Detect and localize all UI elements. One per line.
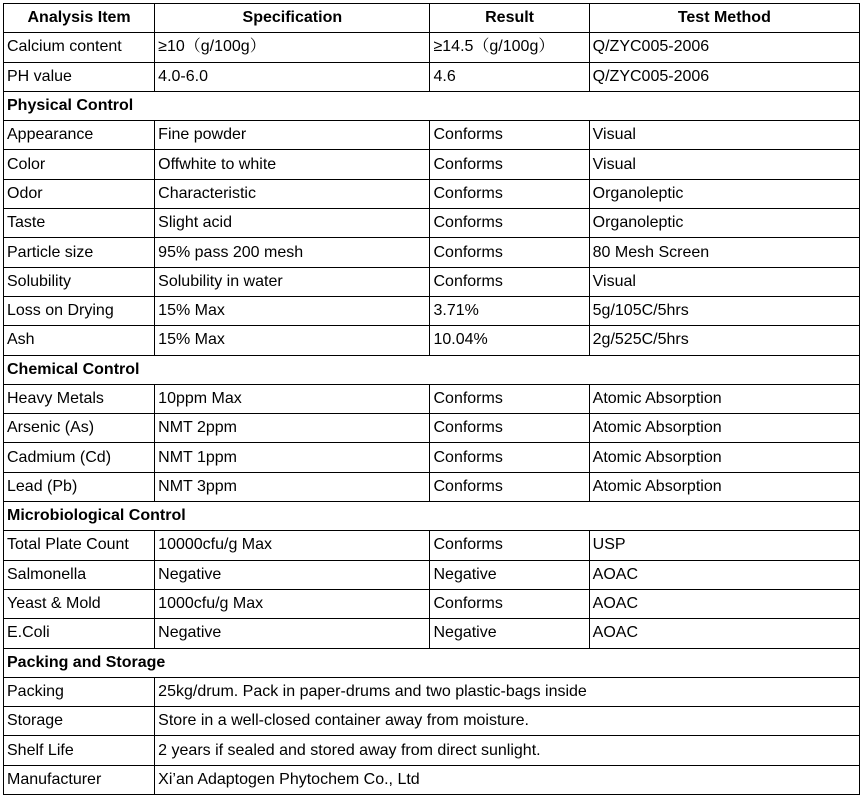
header-result: Result <box>430 4 589 33</box>
cell-result: ≥14.5（g/100g） <box>430 33 589 62</box>
cell-item: Storage <box>4 707 155 736</box>
cell-item: Yeast & Mold <box>4 589 155 618</box>
cell-result: Conforms <box>430 179 589 208</box>
table-row <box>4 267 860 296</box>
table-row <box>4 443 860 472</box>
cell-spec: NMT 1ppm <box>155 443 430 472</box>
cell-item: Solubility <box>4 267 155 296</box>
cell-result: Conforms <box>430 414 589 443</box>
table-row <box>4 33 860 62</box>
cell-spec: 95% pass 200 mesh <box>155 238 430 267</box>
cell-method: Atomic Absorption <box>589 384 859 413</box>
table-row <box>4 209 860 238</box>
table-row <box>4 472 860 501</box>
cell-item: Appearance <box>4 121 155 150</box>
cell-spec: Characteristic <box>155 179 430 208</box>
cell-result: Conforms <box>430 443 589 472</box>
cell-result: 10.04% <box>430 326 589 355</box>
cell-item: Taste <box>4 209 155 238</box>
cell-item: Packing <box>4 677 155 706</box>
cell-method: USP <box>589 531 859 560</box>
cell-item: Cadmium (Cd) <box>4 443 155 472</box>
cell-spec: 1000cfu/g Max <box>155 589 430 618</box>
cell-result: Negative <box>430 619 589 648</box>
cell-spec: 15% Max <box>155 326 430 355</box>
cell-value: Xi’an Adaptogen Phytochem Co., Ltd <box>155 765 860 794</box>
table-row <box>4 296 860 325</box>
cell-value: 25kg/drum. Pack in paper-drums and two plastic-bags inside <box>155 677 860 706</box>
table-row <box>4 619 860 648</box>
cell-result: Conforms <box>430 238 589 267</box>
cell-spec: Offwhite to white <box>155 150 430 179</box>
section-row-microbiological <box>4 502 860 531</box>
cell-item: Manufacturer <box>4 765 155 794</box>
section-title-chemical: Chemical Control <box>4 355 860 384</box>
cell-result: 3.71% <box>430 296 589 325</box>
cell-method: Visual <box>589 121 859 150</box>
table-row <box>4 384 860 413</box>
cell-spec: NMT 3ppm <box>155 472 430 501</box>
cell-item: Shelf Life <box>4 736 155 765</box>
cell-method: Visual <box>589 150 859 179</box>
cell-item: Odor <box>4 179 155 208</box>
cell-item: Ash <box>4 326 155 355</box>
header-specification: Specification <box>155 4 430 33</box>
cell-result: Conforms <box>430 384 589 413</box>
coa-table <box>3 3 860 795</box>
cell-spec: 10ppm Max <box>155 384 430 413</box>
section-title-physical: Physical Control <box>4 91 860 120</box>
cell-spec: Negative <box>155 560 430 589</box>
cell-spec: Negative <box>155 619 430 648</box>
cell-method: AOAC <box>589 560 859 589</box>
cell-spec: 15% Max <box>155 296 430 325</box>
cell-result: Conforms <box>430 531 589 560</box>
table-row <box>4 736 860 765</box>
cell-spec: Fine powder <box>155 121 430 150</box>
table-row <box>4 531 860 560</box>
table-row <box>4 238 860 267</box>
cell-method: 2g/525C/5hrs <box>589 326 859 355</box>
cell-item: Calcium content <box>4 33 155 62</box>
table-row <box>4 589 860 618</box>
cell-spec: Slight acid <box>155 209 430 238</box>
cell-result: 4.6 <box>430 62 589 91</box>
cell-value: 2 years if sealed and stored away from direct sunlight. <box>155 736 860 765</box>
cell-method: Organoleptic <box>589 209 859 238</box>
cell-item: Arsenic (As) <box>4 414 155 443</box>
cell-result: Conforms <box>430 589 589 618</box>
table-row <box>4 62 860 91</box>
cell-result: Conforms <box>430 267 589 296</box>
cell-spec: 4.0-6.0 <box>155 62 430 91</box>
cell-spec: ≥10（g/100g） <box>155 33 430 62</box>
cell-result: Negative <box>430 560 589 589</box>
table-row <box>4 150 860 179</box>
cell-method: Q/ZYC005-2006 <box>589 33 859 62</box>
section-row-physical <box>4 91 860 120</box>
cell-item: Loss on Drying <box>4 296 155 325</box>
cell-item: Salmonella <box>4 560 155 589</box>
section-title-packing: Packing and Storage <box>4 648 860 677</box>
cell-item: PH value <box>4 62 155 91</box>
cell-item: Lead (Pb) <box>4 472 155 501</box>
cell-spec: Solubility in water <box>155 267 430 296</box>
table-row <box>4 326 860 355</box>
header-row <box>4 4 860 33</box>
cell-method: Atomic Absorption <box>589 443 859 472</box>
table-row <box>4 179 860 208</box>
table-row <box>4 677 860 706</box>
cell-method: Atomic Absorption <box>589 472 859 501</box>
cell-result: Conforms <box>430 209 589 238</box>
cell-method: Q/ZYC005-2006 <box>589 62 859 91</box>
table-row <box>4 414 860 443</box>
cell-item: Heavy Metals <box>4 384 155 413</box>
section-row-chemical <box>4 355 860 384</box>
cell-method: AOAC <box>589 589 859 618</box>
cell-spec: NMT 2ppm <box>155 414 430 443</box>
section-title-microbiological: Microbiological Control <box>4 502 860 531</box>
header-test-method: Test Method <box>589 4 859 33</box>
header-analysis-item: Analysis Item <box>4 4 155 33</box>
table-row <box>4 560 860 589</box>
table-row <box>4 765 860 794</box>
cell-method: Organoleptic <box>589 179 859 208</box>
cell-result: Conforms <box>430 472 589 501</box>
cell-item: Color <box>4 150 155 179</box>
cell-result: Conforms <box>430 121 589 150</box>
cell-spec: 10000cfu/g Max <box>155 531 430 560</box>
cell-value: Store in a well-closed container away from moisture. <box>155 707 860 736</box>
cell-method: Visual <box>589 267 859 296</box>
section-row-packing <box>4 648 860 677</box>
table-row <box>4 121 860 150</box>
table-row <box>4 707 860 736</box>
cell-method: Atomic Absorption <box>589 414 859 443</box>
cell-item: Total Plate Count <box>4 531 155 560</box>
cell-item: Particle size <box>4 238 155 267</box>
cell-method: AOAC <box>589 619 859 648</box>
cell-item: E.Coli <box>4 619 155 648</box>
cell-result: Conforms <box>430 150 589 179</box>
cell-method: 5g/105C/5hrs <box>589 296 859 325</box>
cell-method: 80 Mesh Screen <box>589 238 859 267</box>
